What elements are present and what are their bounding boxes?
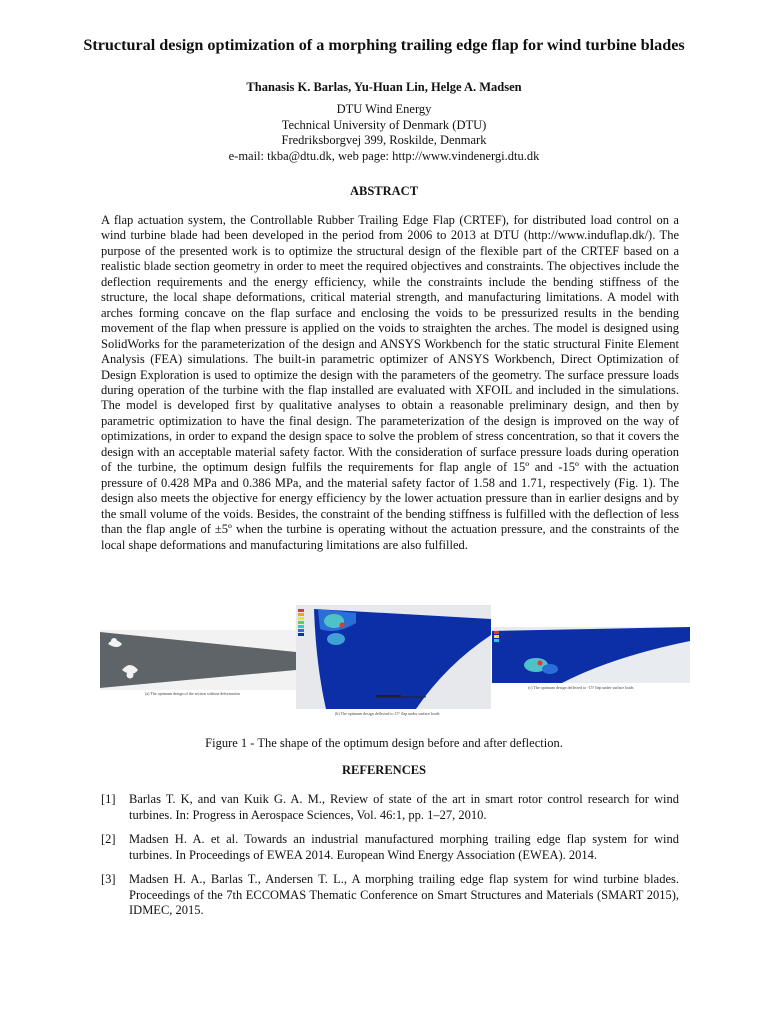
reference-item xyxy=(101,792,679,823)
reference-text: Madsen H. A. et al. Towards an industrial manufactured morphing trailing edge flap system for wind turbines. In Proceedings of EWEA 2014. European Wind Energy Association (EWEA). 2014. xyxy=(129,832,679,862)
undeformed-flap-image xyxy=(100,630,296,690)
paper-authors: Thanasis K. Barlas, Yu-Huan Lin, Helge A. Madsen xyxy=(246,80,522,94)
subcaption-c: (c) The optimum design deflected to -15° flap under surface loads xyxy=(528,685,634,690)
reference-text: Barlas T. K, and van Kuik G. A. M., Review of state of the art in smart rotor control research for wind turbines. In: Progress in Aerospace Sciences, Vol. 46:1, pp. 1–27, 2010. xyxy=(129,792,679,822)
reference-text: Madsen H. A., Barlas T., Andersen T. L., A morphing trailing edge flap system for wind turbine blades. Proceedings of the 7th ECCOMAS Thematic Conference on Smart Structures and Materials (SMART 2015), IDMEC, 2015. xyxy=(129,872,679,917)
reference-item xyxy=(101,832,679,863)
affiliation-line: Technical University of Denmark (DTU) xyxy=(281,117,487,132)
figure-panel-b xyxy=(296,605,491,709)
reference-item xyxy=(101,872,679,919)
reference-number: [1] xyxy=(101,792,116,806)
affiliation-block xyxy=(60,102,708,164)
figure-1 xyxy=(100,605,690,720)
reference-number: [3] xyxy=(101,872,116,886)
affiliation-line: Fredriksborgvej 399, Roskilde, Denmark xyxy=(281,133,487,148)
references-heading: REFERENCES xyxy=(341,763,427,777)
references-list xyxy=(101,792,679,928)
reference-number: [2] xyxy=(101,832,116,846)
affiliation-line: DTU Wind Energy xyxy=(336,102,432,116)
figure-panel-a xyxy=(100,630,296,690)
subcaption-a: (a) The optimum design of the section without deformation xyxy=(145,691,240,696)
paper-title: Structural design optimization of a morphing trailing edge flap for wind turbine blades xyxy=(83,36,685,54)
figure-panel-c xyxy=(492,627,690,683)
contact-line: e-mail: tkba@dtu.dk, web page: http://www.vindenergi.dtu.dk xyxy=(228,148,540,163)
abstract-text: A flap actuation system, the Controllable Rubber Trailing Edge Flap (CRTEF), for distributed load control on a wind turbine blade had been developed in the period from 2006 to 2013 at DTU (http://www.induflap.dk/). The purpose of the presented work is to optimize the structural design of the flexible part of the CRTEF based on a realistic blade section geometry in order to meet the required objectives and constraints. The objectives include the deflection requirements and the energy efficiency, while the constraints include the bending stiffness of the structure, the local shape deformations, critical material strength, and manufacturing limitations. A model with arches forming concave on the flap surface and enclosing the voids to be pressurized results in the bending movement of the flap when pressure is applied on the voids to straighten the arches. The model is designed using SolidWorks for the parameterization of the design and ANSYS Workbench for the static structural Finite Element Analysis (FEA) simulations. The built-in parametric optimizer of ANSYS Workbench, Direct Optimization of Design Exploration is used to optimize the design with the parameters of the geometry. The surface pressure loads during operation of the turbine with the flap installed are evaluated with XFOIL and included in the simulations. The model is developed first by qualitative analyses to obtain a reasonable preliminary design, and then by parametric optimization to have the final design. The parameterization of the design is improved on the way of optimizations, in order to expand the design space to solve the problem of stress concentration, so that it covers the design with an acceptable material safety factor. With the consideration of surface pressure loads during operation of the turbine, the optimum design fulfils the requirements for flap angle of 15º and -15º with the actuation pressure of 0.428 MPa and 0.386 MPa, and the material safety factor of 1.58 and 1.71, respectively (Fig. 1). The design also meets the objective for energy efficiency by the lower actuation pressure than in earlier designs and by the small volume of the voids. Besides, the constraint of the bending stiffness is fulfilled with the deflection of less than the flap angle of ±5º when the turbine is operating without the actuation pressure, and the constraints of the local shape deformations and manufacturing limitations are also fulfilled. xyxy=(101,213,679,552)
deflected-plus-15-image xyxy=(296,605,491,709)
subcaption-b: (b) The optimum design deflected to 15° flap under surface loads xyxy=(335,711,440,716)
figure-caption: Figure 1 - The shape of the optimum design before and after deflection. xyxy=(205,736,563,750)
deflected-minus-15-image xyxy=(492,627,690,683)
abstract-heading: ABSTRACT xyxy=(349,184,419,198)
